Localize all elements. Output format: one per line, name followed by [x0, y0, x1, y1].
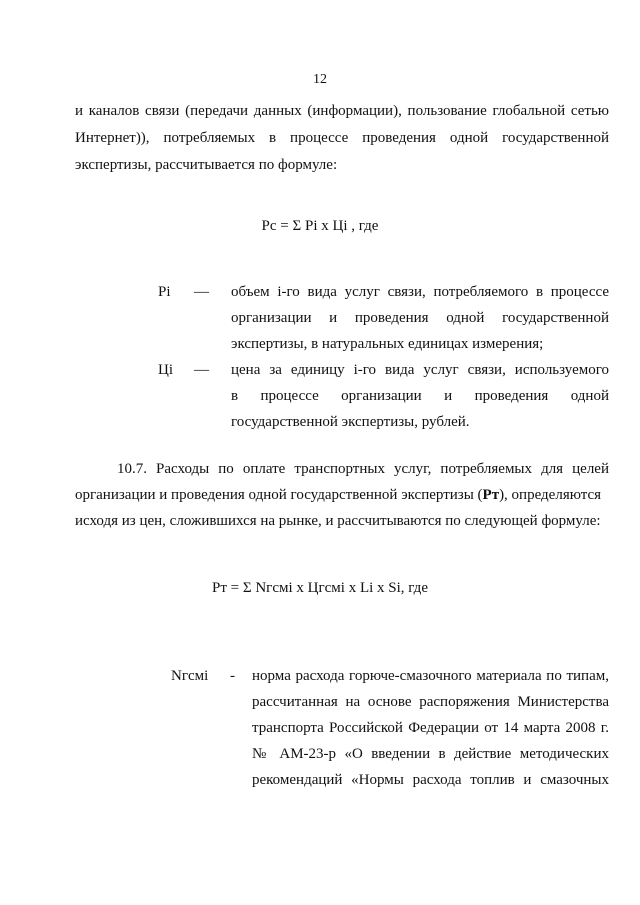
- definition-dash: —: [194, 284, 209, 300]
- section-line-2-text: организации и проведения одной государственной экспертизы (: [75, 487, 483, 503]
- definition-line: норма расхода горюче-смазочного материала по типам,: [252, 668, 609, 684]
- page-number: 12: [313, 72, 327, 87]
- formula-communication-costs: Рс = Σ Рі х Цi , где: [261, 218, 379, 234]
- definition-dash: —: [194, 362, 209, 378]
- section-line-2: [75, 487, 609, 504]
- section-line-1: 10.7. Расходы по оплате транспортных услуг, потребляемых для целей: [117, 461, 609, 477]
- section-line-3: исходя из цен, сложившихся на рынке, и рассчитываются по следующей формуле:: [75, 513, 601, 529]
- transport-cost-symbol: Рт: [482, 487, 500, 503]
- definition-term: Nгсмi: [171, 668, 209, 684]
- formula-transport-costs: Рт = Σ Nгсмi х Цгсмi х Li х Si, где: [212, 580, 428, 596]
- definition-dash: -: [230, 668, 235, 684]
- intro-line-3: экспертизы, рассчитывается по формуле:: [75, 157, 338, 173]
- section-line-2-text-end: ), определяются: [499, 487, 602, 503]
- definition-line: цена за единицу i-го вида услуг связи, используемого: [231, 362, 609, 378]
- definition-term: Цi: [158, 362, 173, 378]
- definition-line: организации и проведения одной государственной: [231, 310, 609, 326]
- definition-term: Pi: [158, 284, 171, 300]
- definition-line: рассчитанная на основе распоряжения Министерства: [252, 694, 609, 710]
- definition-line: в процессе организации и проведения одной: [231, 388, 609, 404]
- definition-line: государственной экспертизы, рублей.: [231, 414, 470, 430]
- intro-line-1: и каналов связи (передачи данных (информации), пользование глобальной сетью: [75, 103, 609, 119]
- definition-line: № АМ-23-р «О введении в действие методических: [252, 746, 609, 762]
- definition-line: транспорта Российской Федерации от 14 марта 2008 г.: [252, 720, 609, 736]
- definition-line: экспертизы, в натуральных единицах измерения;: [231, 336, 544, 352]
- intro-line-2: Интернет)), потребляемых в процессе проведения одной государственной: [75, 130, 609, 146]
- definition-line: объем i-го вида услуг связи, потребляемого в процессе: [231, 284, 609, 300]
- definition-line: рекомендаций «Нормы расхода топлив и смазочных: [252, 772, 609, 788]
